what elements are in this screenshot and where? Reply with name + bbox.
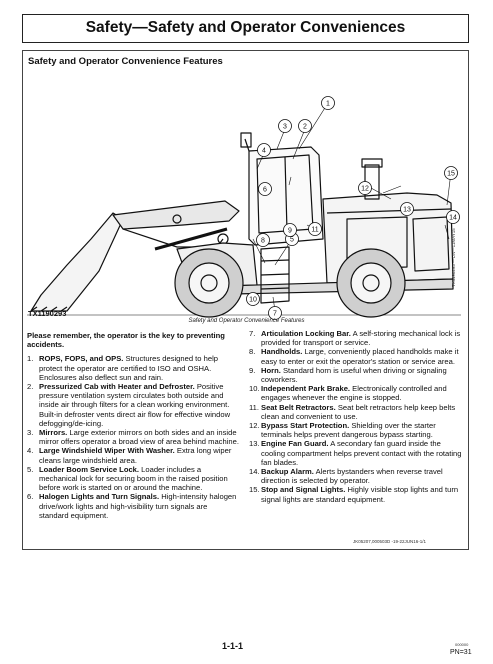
feature-number: 8.	[249, 347, 256, 357]
feature-name: Horn.	[261, 365, 281, 375]
feature-item	[249, 366, 463, 384]
feature-text: A self-storing mechanical lock is provided for transport or service.	[261, 329, 461, 348]
feature-name: ROPS, FOPS, and OPS.	[39, 354, 124, 364]
feature-number: 10.	[249, 384, 260, 394]
document-code: JK05207,000503D -19-22JUN16-1/1	[353, 539, 427, 544]
callout-15: 15	[447, 170, 455, 178]
feature-item	[27, 382, 239, 428]
feature-name: Articulation Locking Bar.	[261, 329, 351, 338]
callout-9: 9	[288, 227, 292, 235]
feature-number: 7.	[249, 329, 256, 338]
feature-text: Highly visible stop lights and turn signal lights are standard equipment.	[261, 485, 459, 504]
callout-11: 11	[311, 226, 319, 234]
feature-name: Halogen Lights and Turn Signals.	[39, 492, 160, 502]
footer-code: 000000	[455, 642, 469, 647]
feature-name: Seat Belt Retractors.	[261, 402, 336, 412]
feature-name: Engine Fan Guard.	[261, 439, 329, 449]
feature-item	[249, 485, 463, 503]
callout-8: 8	[261, 237, 265, 245]
feature-item	[27, 428, 239, 446]
callout-13: 13	[403, 206, 411, 214]
feature-name: Backup Alarm.	[261, 467, 314, 477]
figure-id: TX1190293	[28, 309, 67, 318]
feature-text: Seat belt retractors help keep belts clean and convenient to use.	[261, 402, 456, 421]
feature-text: Large exterior mirrors on both sides and an inside mirror offers operator a broad view of area behind machine.	[39, 428, 239, 447]
callout-7: 7	[273, 310, 277, 318]
callout-1: 1	[326, 100, 330, 108]
intro-text: Please remember, the operator is the key to preventing accidents.	[27, 331, 225, 350]
feature-name: Pressurized Cab with Heater and Defroster.	[39, 382, 195, 392]
feature-number: 1.	[27, 354, 34, 364]
features-left-column	[27, 331, 239, 520]
features-right-column	[249, 329, 463, 504]
feature-number: 9.	[249, 365, 256, 375]
figure-caption: Safety and Operator Convenience Features	[188, 318, 305, 324]
figure-side-code: TX1190293 —UN—11MAY15	[451, 228, 456, 287]
feature-name: Large Windshield Wiper With Washer.	[39, 446, 175, 456]
feature-item	[27, 446, 239, 464]
feature-number: 3.	[27, 428, 34, 438]
feature-item	[27, 492, 239, 520]
feature-item	[249, 421, 463, 439]
feature-number: 12.	[249, 421, 260, 431]
feature-name: Stop and Signal Lights.	[261, 485, 346, 495]
feature-name: Loader Boom Service Lock.	[39, 464, 140, 474]
feature-name: Independent Park Brake.	[261, 384, 351, 394]
feature-text: Large, conveniently placed handholds make it easy to enter or exit the operator's station or service area.	[261, 347, 459, 366]
feature-text: Standard horn is useful when driving or signaling coworkers.	[261, 365, 447, 385]
feature-text: Shielding over the starter terminals helps prevent dangerous bypass starting.	[261, 421, 436, 440]
feature-text: Structures designed to help protect the operator are certified to ISO and OSHA. Enclosures also deflect sun and rain.	[39, 354, 218, 382]
feature-text: Alerts bystanders when reverse travel direction is selected by operator.	[261, 467, 443, 486]
feature-text: Loader includes a mechanical lock for securing boom in the raised position before work is started on or around the machine.	[39, 464, 228, 493]
callout-4: 4	[262, 147, 266, 155]
wheel-loader-illustration	[27, 89, 461, 321]
callout-6: 6	[263, 186, 267, 194]
feature-text: High-intensity halogen drive/work lights and high-visibility turn signals are standard equipment.	[39, 492, 237, 520]
feature-item	[249, 467, 463, 485]
feature-number: 11.	[249, 402, 259, 412]
feature-name: Mirrors.	[39, 428, 68, 438]
callout-14: 14	[449, 214, 457, 222]
feature-name: Handholds.	[261, 347, 303, 357]
feature-number: 4.	[27, 446, 34, 456]
feature-number: 5.	[27, 464, 34, 474]
feature-text: Positive pressure ventilation system circulates both outside and inside air through filters for a clean working environment. Built-in defroster vents direct air flow for effective window defogging/de-icing.	[39, 382, 231, 428]
feature-number: 6.	[27, 492, 34, 502]
callout-2: 2	[303, 123, 307, 131]
page-pn-label: PN=31	[450, 649, 472, 656]
feature-text: Electronically controlled and engages whenever the engine is stopped.	[261, 384, 447, 403]
feature-number: 13.	[249, 439, 260, 449]
page-title: Safety—Safety and Operator Conveniences	[22, 14, 469, 43]
feature-name: Bypass Start Protection.	[261, 421, 350, 431]
feature-item	[249, 329, 463, 347]
callout-12: 12	[361, 185, 369, 193]
feature-number: 2.	[27, 382, 34, 392]
feature-number: 14.	[249, 467, 260, 477]
callout-10: 10	[249, 296, 257, 304]
feature-item	[249, 403, 463, 421]
section-heading: Safety and Operator Convenience Features	[28, 56, 223, 67]
feature-item	[249, 384, 463, 402]
page-number: 1-1-1	[222, 641, 244, 651]
feature-item	[27, 465, 239, 493]
feature-number: 15.	[249, 485, 260, 495]
feature-item	[249, 347, 463, 365]
callout-5: 5	[290, 236, 294, 244]
feature-text: Extra long wiper cleans large windshield area.	[39, 446, 232, 465]
feature-item	[27, 354, 239, 382]
feature-text: A secondary fan guard inside the cooling compartment helps prevent contact with the rotating fan blades.	[261, 439, 462, 467]
callout-3: 3	[283, 123, 287, 131]
feature-item	[249, 439, 463, 467]
content-frame	[22, 50, 469, 550]
